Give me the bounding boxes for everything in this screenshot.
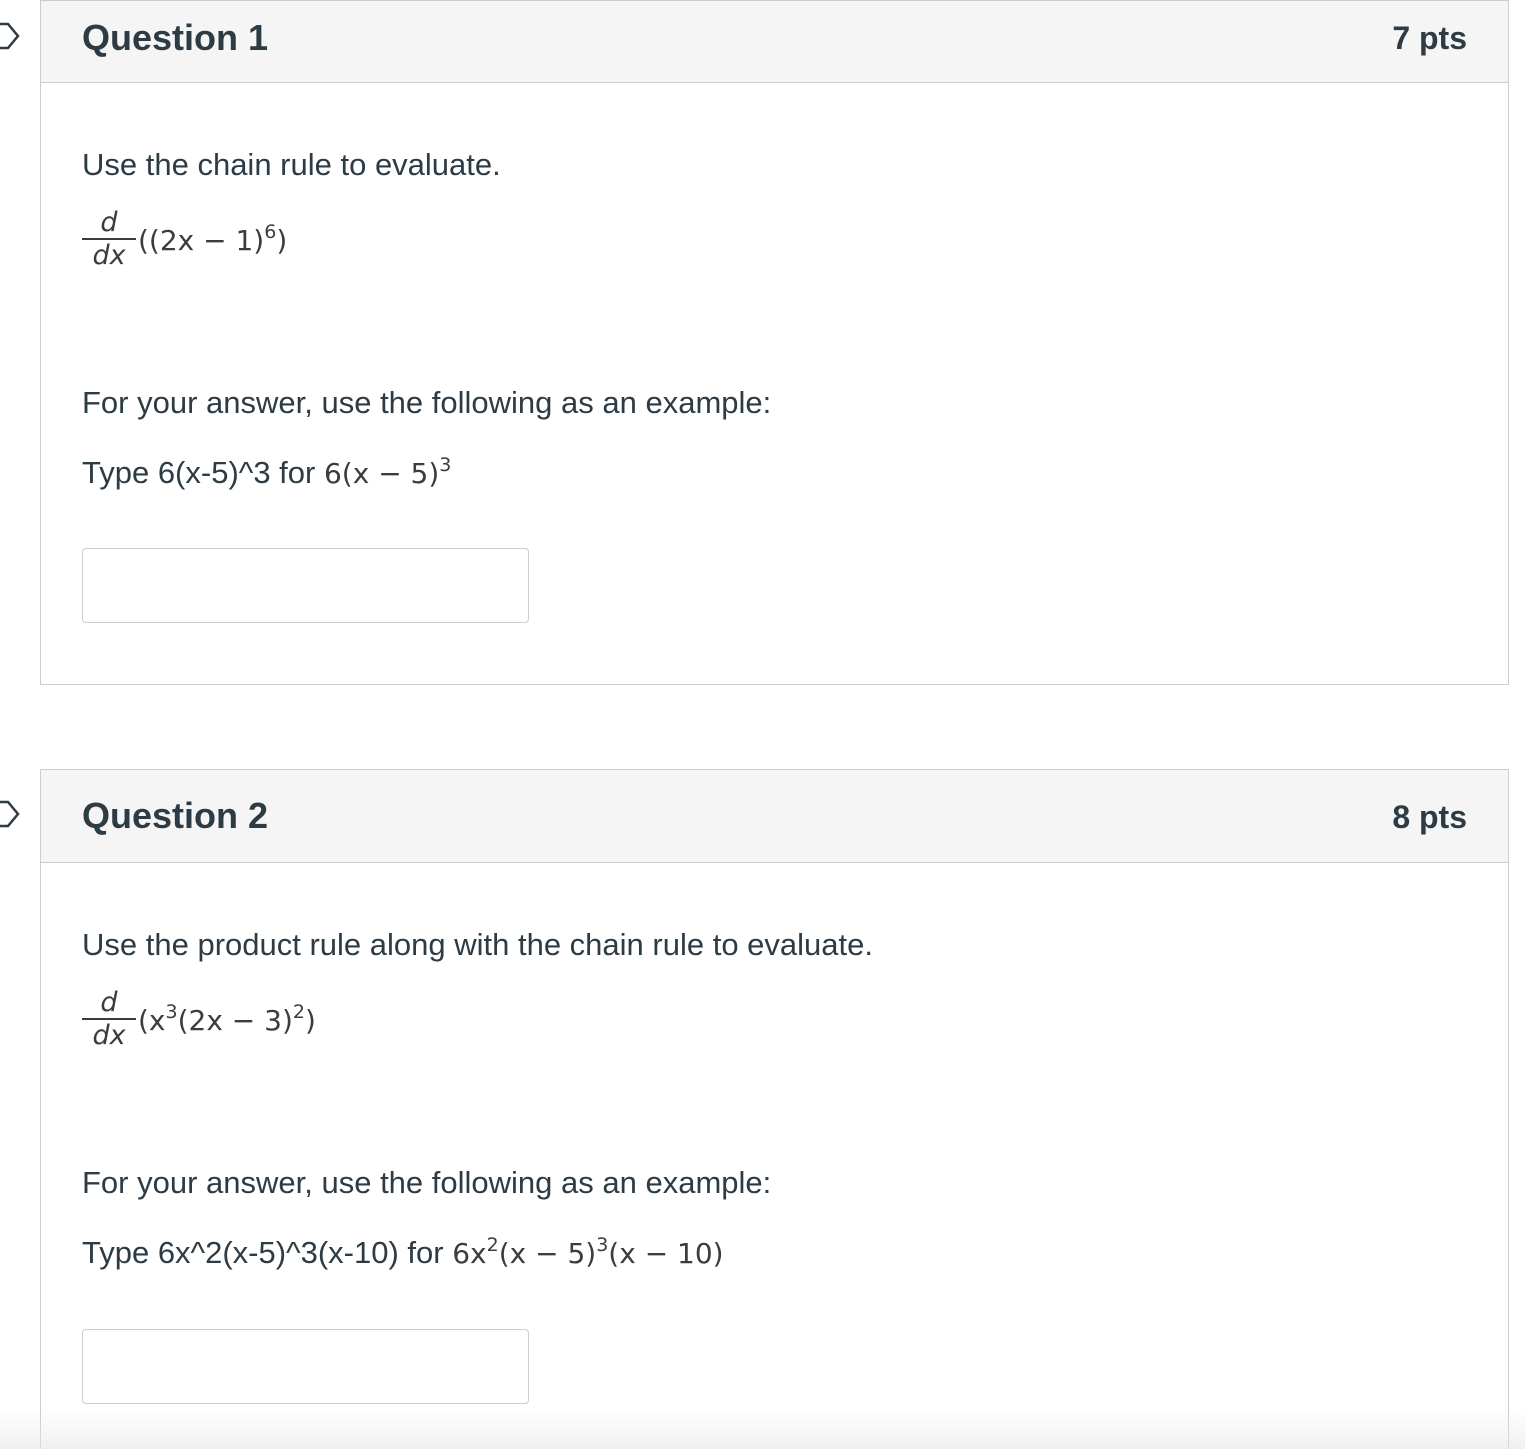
answer-input[interactable] xyxy=(82,548,529,623)
example-line xyxy=(82,1235,724,1271)
question-points: 7 pts xyxy=(1392,20,1467,56)
answer-input[interactable] xyxy=(82,1329,529,1404)
example-line xyxy=(82,455,451,491)
fraction-numerator: d xyxy=(100,207,118,238)
question-title: Question 2 xyxy=(82,795,269,836)
example-math: $6(x - 5)^3$ xyxy=(323,454,452,490)
question-points: 8 pts xyxy=(1392,798,1467,835)
question-2-card xyxy=(40,769,1509,1449)
example-text: Type 6x^2(x-5)^3(x-10) for xyxy=(82,1235,444,1270)
example-text: Type 6(x-5)^3 for xyxy=(82,455,316,490)
flag-question-icon[interactable] xyxy=(0,800,20,828)
question-2-header xyxy=(41,770,1508,863)
fraction-numerator: d xyxy=(100,987,118,1018)
question-1-card xyxy=(40,0,1509,685)
fraction-denominator: dx xyxy=(92,240,126,271)
example-intro: For your answer, use the following as an example: xyxy=(82,1165,772,1200)
question-title: Question 1 xyxy=(82,16,269,58)
exponent: 6 xyxy=(264,220,277,243)
question-prompt: Use the chain rule to evaluate. xyxy=(82,147,501,182)
derivative-fraction xyxy=(82,988,136,1052)
derivative-inner-expression: $(x^3(2x - 3)^2)$ xyxy=(138,1000,316,1037)
example-intro: For your answer, use the following as an example: xyxy=(82,385,772,420)
question-2-body xyxy=(41,863,1508,1449)
question-prompt: Use the product rule along with the chain rule to evaluate. xyxy=(82,927,873,962)
derivative-inner-expression: $((2x - 1)^6)$ xyxy=(138,220,288,257)
fraction-denominator: dx xyxy=(92,1020,126,1051)
derivative-expression xyxy=(82,988,316,1052)
example-math: $6x^2(x - 5)^3(x - 10)$ xyxy=(452,1234,724,1270)
question-1-body xyxy=(41,83,1508,685)
derivative-expression xyxy=(82,208,287,272)
flag-question-icon[interactable] xyxy=(0,22,20,50)
question-1-header xyxy=(41,1,1508,83)
derivative-fraction xyxy=(82,208,136,272)
